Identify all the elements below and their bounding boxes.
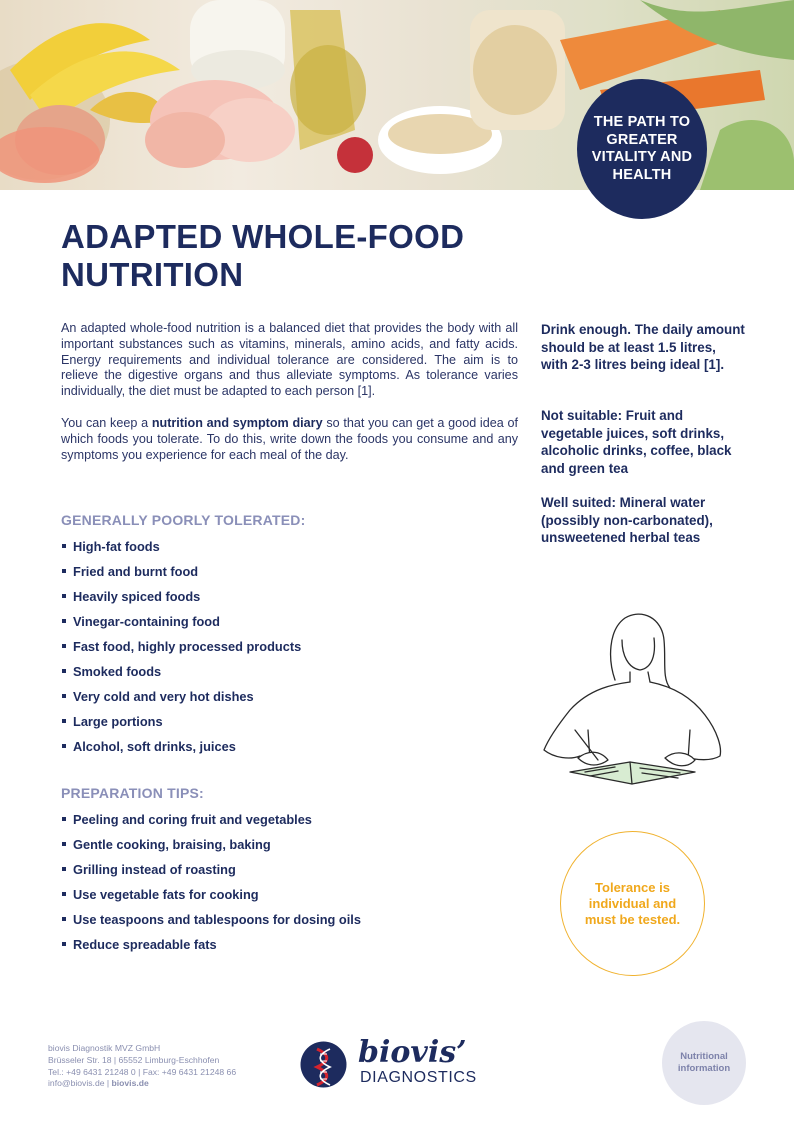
company-name: biovis Diagnostik MVZ GmbH — [48, 1043, 161, 1053]
list-item: Large portions — [61, 714, 481, 739]
list-item: Smoked foods — [61, 664, 481, 689]
email-link[interactable]: info@biovis.de — [48, 1078, 105, 1089]
list-item: Heavily spiced foods — [61, 589, 481, 614]
list-item: Grilling instead of roasting — [61, 862, 481, 887]
nutritional-info-label: Nutritional information — [677, 1051, 731, 1074]
list-item: Gentle cooking, braising, baking — [61, 837, 481, 862]
tolerance-callout — [560, 831, 705, 976]
website-link[interactable]: biovis.de — [111, 1078, 149, 1089]
list-item: Reduce spreadable fats — [61, 937, 481, 962]
list-item: Fast food, highly processed products — [61, 639, 481, 664]
logo-wordmark: biovis’ — [358, 1035, 467, 1070]
preparation-list — [61, 812, 481, 962]
vitality-badge — [577, 79, 707, 219]
tolerance-text: Tolerance is individual and must be tested. — [584, 879, 681, 927]
list-item: Alcohol, soft drinks, juices — [61, 739, 481, 764]
logo-subtitle: DIAGNOSTICS — [360, 1069, 477, 1086]
list-item: Use vegetable fats for cooking — [61, 887, 481, 912]
footer-address — [48, 1043, 236, 1090]
badge-text: THE PATH TO GREATER VITALITY AND HEALTH — [591, 114, 693, 183]
not-suitable-note: Not suitable: Fruit and vegetable juices, soft drinks, alcoholic drinks, coffee, black and green tea — [541, 408, 732, 476]
diary-text-after: so that you can get a good idea of which foods you tolerate. To do this, write down the foods you consume and any symptoms you experience for each meal of the day. — [61, 416, 518, 462]
drink-note: Drink enough. The daily amount should be at least 1.5 litres, with 2-3 litres being ideal [1]. — [541, 322, 745, 372]
intro-paragraph: An adapted whole-food nutrition is a balanced diet that provides the body with all important substances such as vitamins, minerals, amino acids, and fatty acids. Energy requirements and individual tolerance are considered. The aim is to relieve the digestive organs and thus alleviate symptoms. As tolerance varies individually, the diet must be adapted to each person [1]. — [61, 321, 518, 399]
list-item: High-fat foods — [61, 539, 481, 564]
list-item: Use teaspoons and tablespoons for dosing oils — [61, 912, 481, 937]
diary-text-before: You can keep a — [61, 416, 152, 430]
preparation-heading: PREPARATION TIPS: — [61, 785, 204, 801]
poorly-tolerated-heading: GENERALLY POORLY TOLERATED: — [61, 512, 306, 528]
poorly-tolerated-list — [61, 539, 481, 764]
list-item: Peeling and coring fruit and vegetables — [61, 812, 481, 837]
diary-text-bold: nutrition and symptom diary — [151, 416, 323, 430]
diary-paragraph — [61, 416, 518, 463]
list-item: Very cold and very hot dishes — [61, 689, 481, 714]
list-item: Vinegar-containing food — [61, 614, 481, 639]
biovis-logo-icon — [300, 1041, 347, 1088]
well-suited-note: Well suited: Mineral water (possibly non-carbonated), unsweetened herbal teas — [541, 495, 713, 545]
woman-writing-illustration — [530, 600, 730, 800]
street-address: Brüsseler Str. 18 | 65552 Limburg-Eschhofen — [48, 1054, 220, 1065]
page-title: ADAPTED WHOLE-FOOD NUTRITION — [61, 218, 465, 293]
contact-separator: | — [104, 1078, 112, 1089]
phone-fax: Tel.: +49 6431 21248 0 | Fax: +49 6431 21248 66 — [48, 1066, 237, 1077]
list-item: Fried and burnt food — [61, 564, 481, 589]
nutritional-info-tag — [662, 1021, 746, 1105]
contact-line — [48, 1078, 236, 1090]
